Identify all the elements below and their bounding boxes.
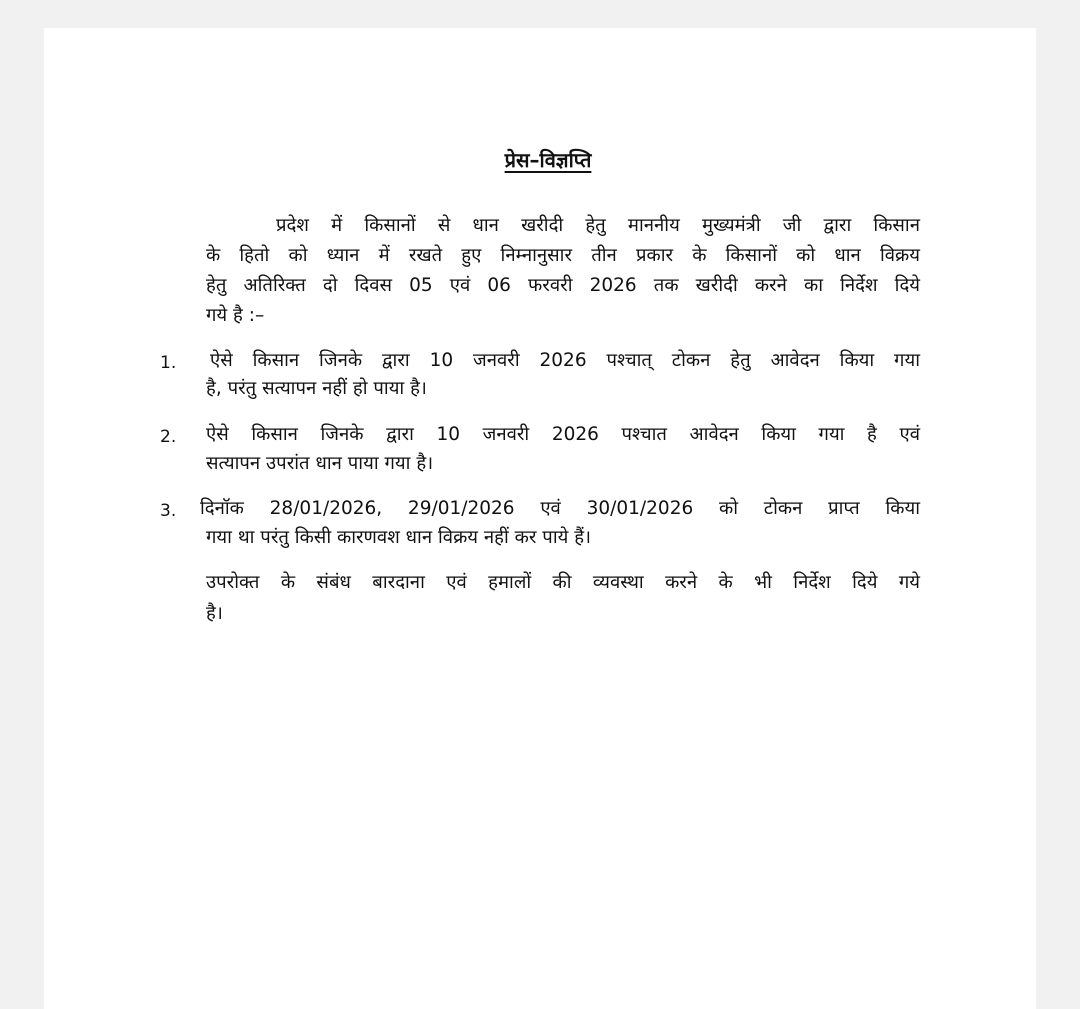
list-item-line: सत्यापन उपरांत धान पाया गया है।: [206, 453, 434, 474]
list-item-number: 2.: [160, 427, 177, 447]
list-item-line: है, परंतु सत्यापन नहीं हो पाया है।: [206, 378, 427, 399]
list-item-number: 3.: [160, 501, 177, 521]
list-item-line: ऐसे किसान जिनके द्वारा 10 जनवरी 2026 पश्चात आवेदन किया गया है एवं: [206, 424, 920, 445]
intro-line: प्रदेश में किसानों से धान खरीदी हेतु माननीय मुख्यमंत्री जी द्वारा किसान: [276, 215, 920, 236]
closing-line: है।: [206, 603, 223, 624]
intro-line: गये है :–: [206, 305, 265, 326]
list-item-line: दिनॉक 28/01/2026, 29/01/2026 एवं 30/01/2026 को टोकन प्राप्त किया: [200, 498, 920, 519]
list-item-number: 1.: [160, 353, 177, 373]
list-item-line: ऐसे किसान जिनके द्वारा 10 जनवरी 2026 पश्चात् टोकन हेतु आवेदन किया गया: [210, 350, 920, 371]
document-page: [44, 28, 1036, 1009]
document-title: प्रेस–विज्ञप्ति: [504, 148, 592, 172]
intro-line: के हितो को ध्यान में रखते हुए निम्नानुसार तीन प्रकार के किसानों को धान विक्रय: [206, 245, 920, 266]
list-item-line: गया था परंतु किसी कारणवश धान विक्रय नहीं कर पाये हैं।: [206, 527, 592, 548]
closing-line: उपरोक्त के संबंध बारदाना एवं हमालों की व्यवस्था करने के भी निर्देश दिये गये: [206, 572, 920, 593]
intro-line: हेतु अतिरिक्त दो दिवस 05 एवं 06 फरवरी 2026 तक खरीदी करने का निर्देश दिये: [206, 275, 920, 296]
